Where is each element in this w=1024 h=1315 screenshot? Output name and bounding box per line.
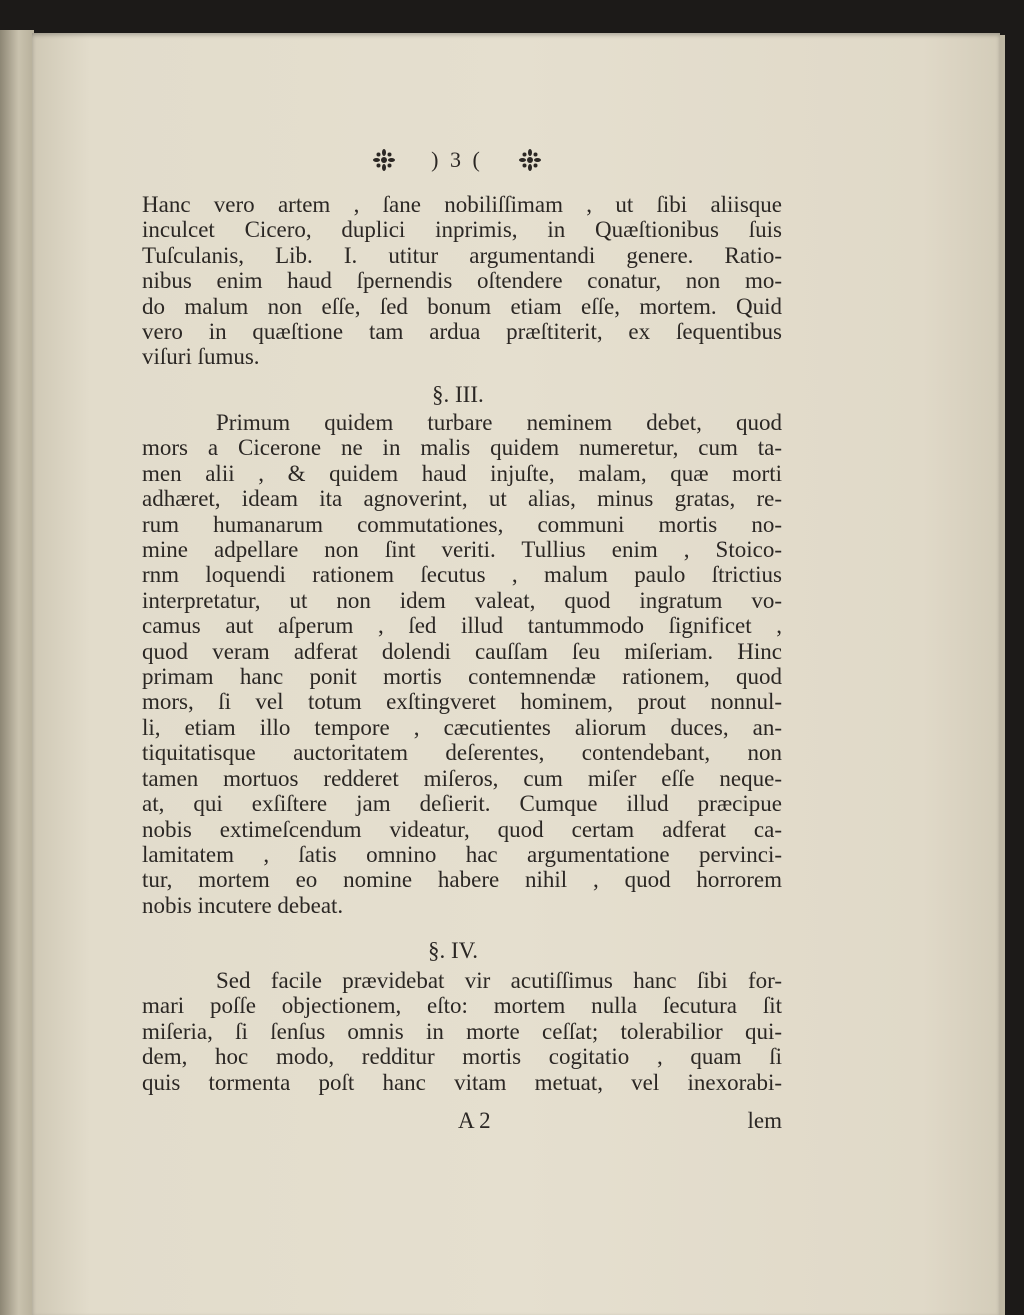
text-line: mine adpellare non ſint veriti. Tullius enim , Stoico- [142, 537, 782, 563]
text-line: Hanc vero artem , ſane nobiliſſimam , ut ſibi aliisque [142, 192, 782, 217]
ornament-icon [518, 148, 542, 172]
text-line: Sed facile prævidebat vir acutiſſimus hanc ſibi for- [216, 968, 782, 993]
paragraph [142, 410, 782, 918]
text-line: dem, hoc modo, redditur mortis cogitatio , quam ſi [142, 1044, 782, 1070]
ornament-icon [372, 148, 396, 172]
text-line: quod veram adferat dolendi cauſſam ſeu miſeriam. Hinc [142, 638, 782, 664]
text-line: rum humanarum commutationes, communi mortis no- [142, 511, 782, 537]
text-line: at, qui exſiſtere jam deſierit. Cumque illud præcipue [142, 791, 782, 817]
signature-mark: A 2 [458, 1108, 491, 1133]
text-line: inculcet Cicero, duplici inprimis, in Quæſtionibus ſuis [142, 217, 782, 243]
text-line: do malum non eſſe, ſed bonum etiam eſſe, mortem. Quid [142, 293, 782, 319]
text-line: miſeria, ſi ſenſus omnis in morte ceſſat; tolerabilior qui- [142, 1018, 782, 1044]
text-line: interpretatur, ut non idem valeat, quod ingratum vo- [142, 587, 782, 613]
section-heading: §. III. [432, 382, 484, 407]
text-line: nobis incutere debeat. [142, 892, 344, 918]
text-line: tamen mortuos redderet miſeros, cum miſer eſſe neque- [142, 765, 782, 791]
facing-page-edge [0, 30, 34, 1315]
section-heading: §. IV. [428, 938, 479, 963]
text-line: rnm loquendi rationem ſecutus , malum paulo ſtrictius [142, 562, 782, 588]
text-line: camus aut aſperum , ſed illud tantummodo ſignificet , [142, 613, 782, 639]
page-footer [142, 1108, 782, 1134]
text-line: quis tormenta poſt hanc vitam metuat, vel inexorabi- [142, 1069, 782, 1095]
page-header [372, 146, 542, 174]
text-line: viſuri ſumus. [142, 344, 260, 370]
text-line: mari poſſe objectionem, eſto: mortem nulla ſecutura ſit [142, 993, 782, 1019]
text-line: Tuſculanis, Lib. I. utitur argumentandi genere. Ratio- [142, 242, 782, 268]
text-line: adhæret, ideam ita agnoverint, ut alias, minus gratas, re- [142, 486, 782, 512]
text-line: nibus enim haud ſpernendis oſtendere conatur, non mo- [142, 268, 782, 294]
text-line: men alii , & quidem haud injuſte, malam, quæ morti [142, 460, 782, 486]
text-line: Primum quidem turbare neminem debet, quod [216, 410, 782, 435]
paragraph [142, 968, 782, 1095]
text-line: mors a Cicerone ne in malis quidem numeretur, cum ta- [142, 435, 782, 461]
text-line: tur, mortem eo nomine habere nihil , quod horrorem [142, 867, 782, 893]
text-line: lamitatem , ſatis omnino hac argumentatione pervinci- [142, 841, 782, 867]
text-line: primam hanc ponit mortis contemnendæ rationem, quod [142, 664, 782, 690]
page-number: ) 3 ( [431, 147, 483, 172]
paragraph [142, 192, 782, 370]
page-edge [1000, 35, 1005, 1315]
text-line: tiquitatisque auctoritatem deſerentes, contendebant, non [142, 740, 782, 766]
text-line: nobis extimeſcendum videatur, quod certam adferat ca- [142, 816, 782, 842]
text-line: mors, ſi vel totum exſtingveret hominem, prout nonnul- [142, 689, 782, 715]
catchword: lem [747, 1108, 782, 1133]
text-line: li, etiam illo tempore , cæcutientes aliorum duces, an- [142, 714, 782, 740]
text-line: vero in quæſtione tam ardua præſtiterit, ex ſequentibus [142, 319, 782, 345]
